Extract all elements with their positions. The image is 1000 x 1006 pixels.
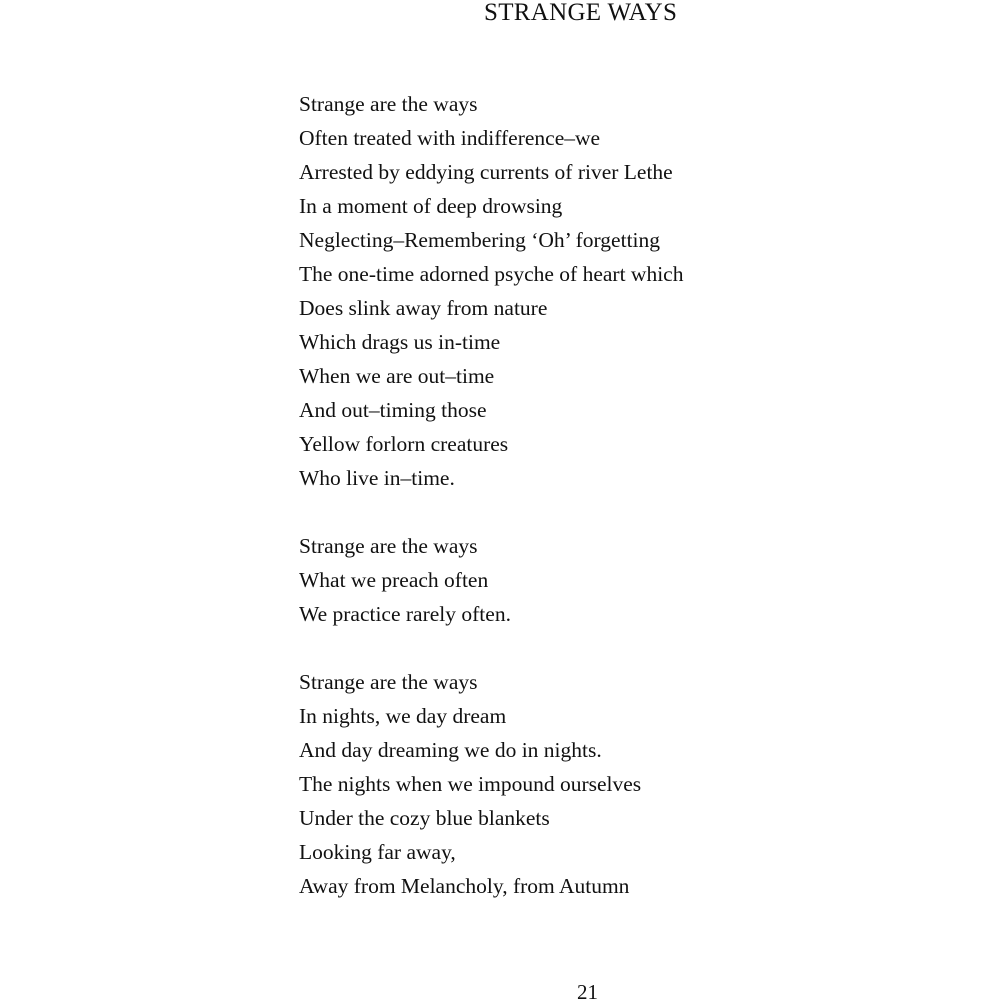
poem-line: Away from Melancholy, from Autumn [299,874,630,898]
poem-line: We practice rarely often. [299,602,511,626]
poem-line: Under the cozy blue blankets [299,806,550,830]
poem-line: Who live in–time. [299,466,455,490]
poem-line: Neglecting–Remembering ‘Oh’ forgetting [299,228,661,252]
poem-line: Does slink away from nature [299,296,548,320]
poem-title: STRANGE WAYS [484,0,678,26]
poem-line: Yellow forlorn creatures [299,432,509,456]
page-number: 21 [577,980,598,1004]
poem-line: What we preach often [299,568,489,592]
poem-line: Which drags us in-time [299,330,501,354]
stanza-3 [299,665,859,903]
poem-line: In nights, we day dream [299,704,507,728]
poem-line: The nights when we impound ourselves [299,772,642,796]
poem-line: Often treated with indifference–we [299,126,601,150]
poem-line: Strange are the ways [299,670,478,694]
poem-line: Looking far away, [299,840,456,864]
poem-line: In a moment of deep drowsing [299,194,563,218]
poem-line: And day dreaming we do in nights. [299,738,602,762]
stanza-2 [299,529,859,631]
stanza-1 [299,87,859,495]
poem-line: Strange are the ways [299,92,478,116]
poem-line: Arrested by eddying currents of river Lethe [299,160,673,184]
poem-line: When we are out–time [299,364,495,388]
poem-line: The one-time adorned psyche of heart which [299,262,684,286]
poem-body [299,87,859,937]
poem-line: Strange are the ways [299,534,478,558]
poem-line: And out–timing those [299,398,487,422]
